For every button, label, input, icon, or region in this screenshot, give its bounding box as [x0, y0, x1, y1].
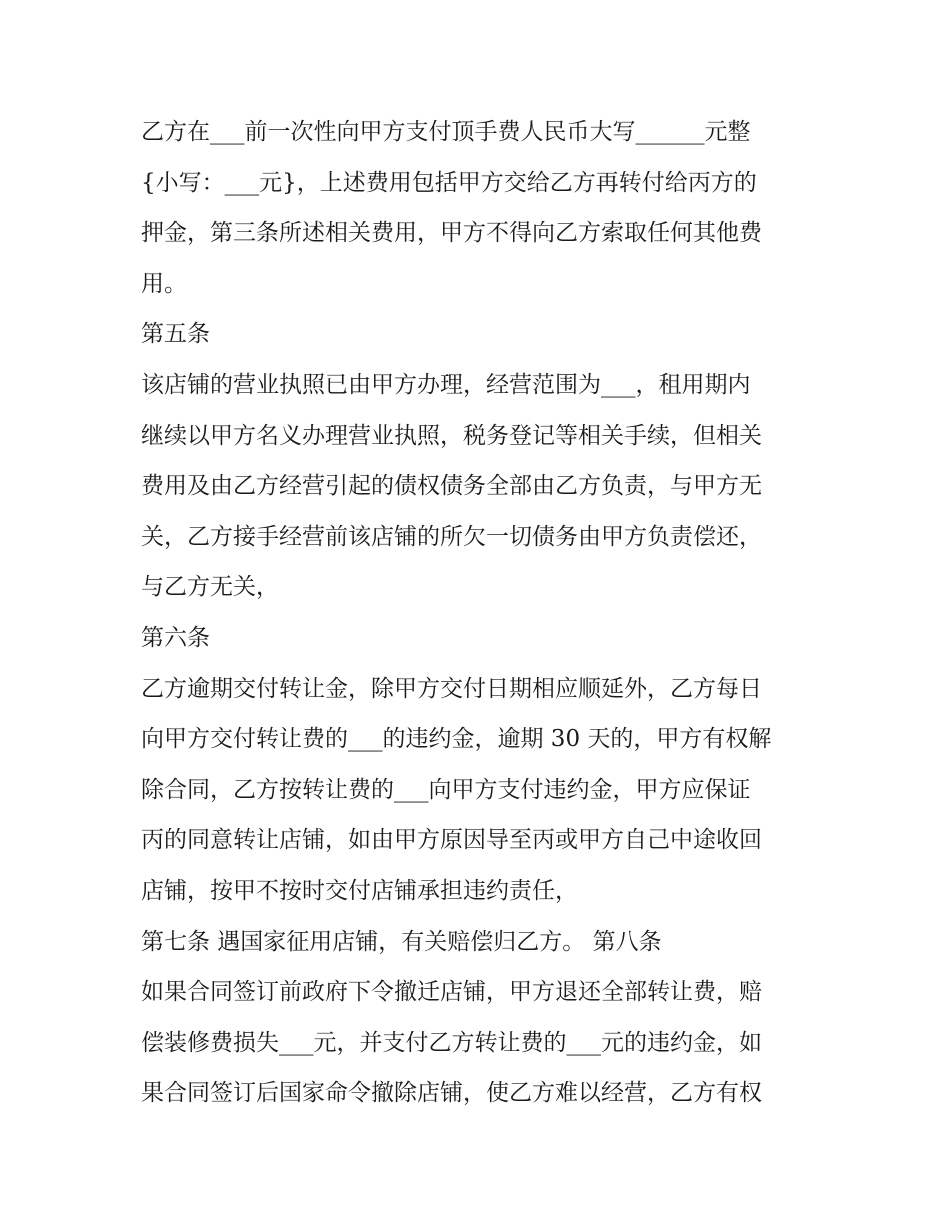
text-line: 与乙方无关，: [141, 574, 279, 601]
text-line: 如果合同签订前政府下令撤迁店铺，甲方退还全部转让费，赔: [141, 979, 762, 1006]
text-line: 用。: [141, 270, 187, 297]
text-line: 除合同，乙方按转让费的___向甲方支付违约金，甲方应保证: [141, 776, 751, 803]
section-heading: 第六条: [141, 624, 210, 651]
document-body: [141, 107, 821, 1119]
section-heading: 第七条 遇国家征用店铺，有关赔偿归乙方。 第八条: [141, 928, 662, 955]
text-line: 费用及由乙方经营引起的债权债务全部由乙方负责，与甲方无: [141, 473, 762, 500]
section-heading: 第五条: [141, 321, 210, 348]
text-line: 店铺，按甲不按时交付店铺承担违约责任，: [141, 877, 578, 904]
text-line: 果合同签订后国家命令撤除店铺，使乙方难以经营，乙方有权: [141, 1080, 762, 1107]
text-line: 该店铺的营业执照已由甲方办理，经营范围为___，租用期内: [141, 371, 751, 398]
text-line: 继续以甲方名义办理营业执照，税务登记等相关手续，但相关: [141, 422, 762, 449]
text-line: {小写：___元}，上述费用包括甲方交给乙方再转付给丙方的: [141, 169, 757, 196]
text-line: 偿装修费损失___元，并支付乙方转让费的___元的违约金，如: [141, 1029, 762, 1056]
text-line: 关，乙方接手经营前该店铺的所欠一切债务由甲方负责偿还，: [141, 523, 762, 550]
text-line: 乙方在___前一次性向甲方支付顶手费人民币大写______元整: [141, 119, 751, 145]
text-line: 押金，第三条所述相关费用，甲方不得向乙方索取任何其他费: [141, 220, 762, 247]
text-line: 向甲方交付转让费的___的违约金，逾期 30 天的，甲方有权解: [141, 726, 772, 753]
text-line: 丙的同意转让店铺，如由甲方原因导至丙或甲方自己中途收回: [141, 827, 762, 854]
text-line: 乙方逾期交付转让金，除甲方交付日期相应顺延外，乙方每日: [141, 675, 762, 702]
